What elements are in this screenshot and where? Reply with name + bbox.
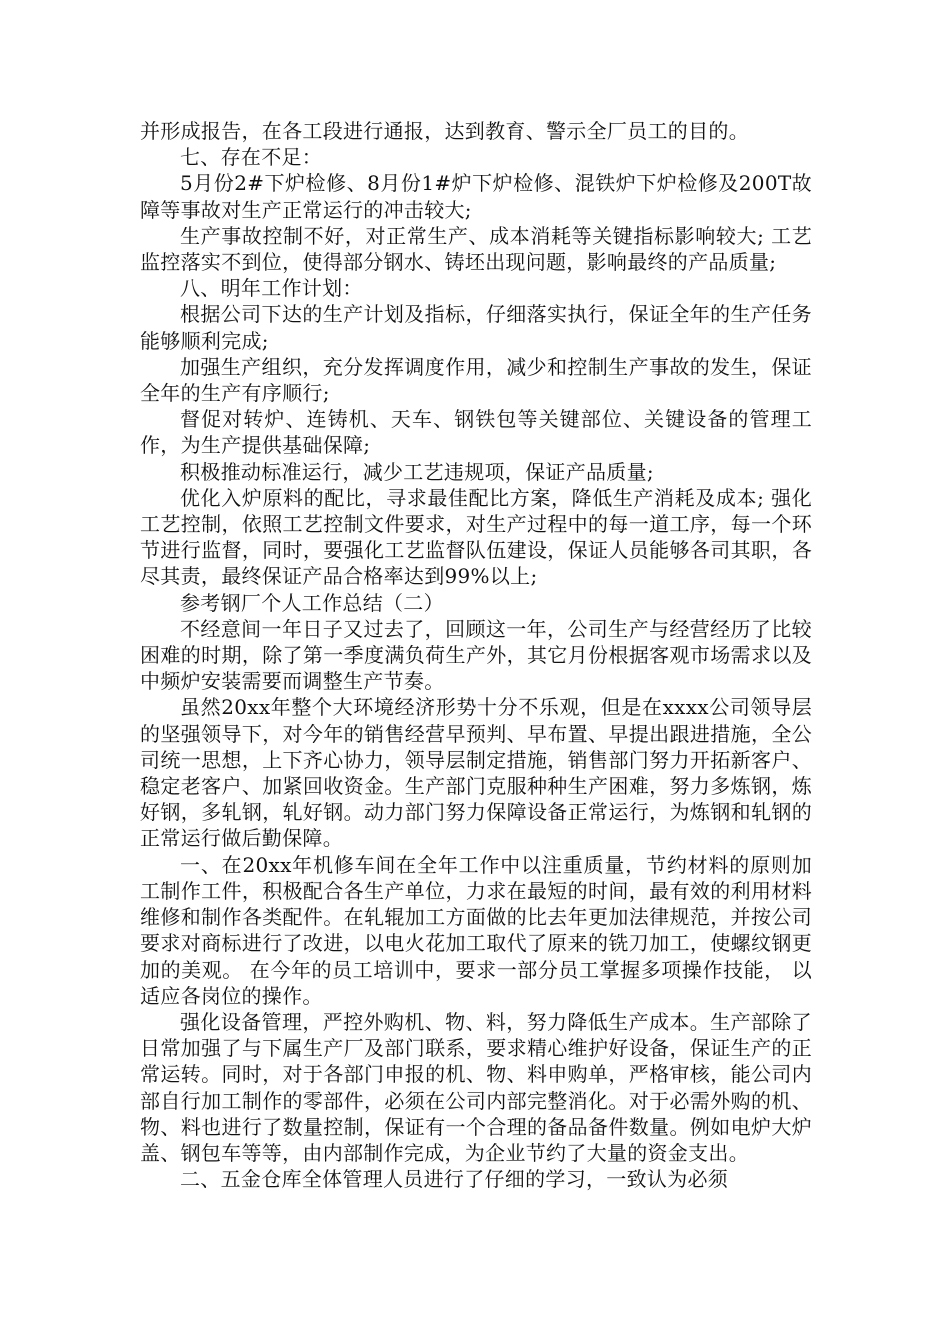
paragraph-15: 强化设备管理，严控外购机、物、料，努力降低生产成本。生产部除了日常加强了与下属生产厂及部门联系，要求精心维护好设备，保证生产的正常运转。同时，对于各部门申报的机、物、料申购单，严格审核，能公司内部自行加工制作的零部件，必须在公司内部完整消化。对于必需外购的机、物、料也进行了数量控制，保证有一个合理的备品备件数量。例如电炉大炉盖、钢包车等等，由内部制作完成，为企业节约了大量的资金支出。: [140, 1009, 812, 1165]
paragraph-8: 督促对转炉、连铸机、天车、钢铁包等关键部位、关键设备的管理工作，为生产提供基础保障;: [140, 407, 812, 458]
paragraph-16: 二、五金仓库全体管理人员进行了仔细的学习，一致认为必须: [180, 1167, 729, 1192]
heading-next-year-plan: 八、明年工作计划：: [180, 276, 363, 301]
paragraph-9: 积极推动标准运行，减少工艺违规项，保证产品质量;: [180, 459, 654, 484]
section-title-2: 参考钢厂个人工作总结（二）: [180, 590, 444, 615]
paragraph-10: 优化入炉原料的配比，寻求最佳配比方案，降低生产消耗及成本; 强化工艺控制，依照工艺控制文件要求，对生产过程中的每一道工序，每一个环节进行监督，同时，要强化工艺监督队伍建设，保证人员能够各司其职，各尽其责，最终保证产品合格率达到99%以上;: [140, 485, 812, 589]
document-body: [140, 118, 812, 1192]
paragraph-3: 5月份2#下炉检修、8月份1#炉下炉检修、混铁炉下炉检修及200T故障等事故对生产正常运行的冲击较大;: [140, 171, 812, 222]
paragraph-13: 虽然20xx年整个大环境经济形势十分不乐观，但是在xxxx公司领导层的坚强领导下，对今年的销售经营早预判、早布置、早提出跟进措施，全公司统一思想，上下齐心协力，领导层制定措施，销售部门努力开拓新客户、稳定老客户、加紧回收资金。生产部门克服种种生产困难，努力多炼钢，炼好钢，多轧钢，轧好钢。动力部门努力保障设备正常运行，为炼钢和轧钢的正常运行做后勤保障。: [140, 695, 812, 851]
paragraph-7: 加强生产组织，充分发挥调度作用，减少和控制生产事故的发生，保证全年的生产有序顺行;: [140, 354, 812, 406]
paragraph-4: 生产事故控制不好，对正常生产、成本消耗等关键指标影响较大; 工艺监控落实不到位，使得部分钢水、铸坯出现问题，影响最终的产品质量;: [140, 223, 812, 275]
paragraph-1: 并形成报告，在各工段进行通报，达到教育、警示全厂员工的目的。: [140, 119, 749, 143]
heading-shortcomings: 七、存在不足：: [180, 145, 323, 170]
paragraph-14: 一、在20xx年机修车间在全年工作中以注重质量，节约材料的原则加工制作工件，积极配合各生产单位，力求在最短的时间，最有效的利用材料维修和制作各类配件。在轧辊加工方面做的比去年更加法律规范，并按公司要求对商标进行了改进，以电火花加工取代了原来的铣刀加工，使螺纹钢更加的美观。 在今年的员工培训中，要求一部分员工掌握多项操作技能， 以适应各岗位的操作。: [140, 852, 812, 1008]
paragraph-12: 不经意间一年日子又过去了，回顾这一年，公司生产与经营经历了比较困难的时期，除了第一季度满负荷生产外，其它月份根据客观市场需求以及中频炉安装需要而调整生产节奏。: [140, 616, 812, 694]
paragraph-6: 根据公司下达的生产计划及指标，仔细落实执行，保证全年的生产任务能够顺利完成;: [140, 302, 812, 353]
